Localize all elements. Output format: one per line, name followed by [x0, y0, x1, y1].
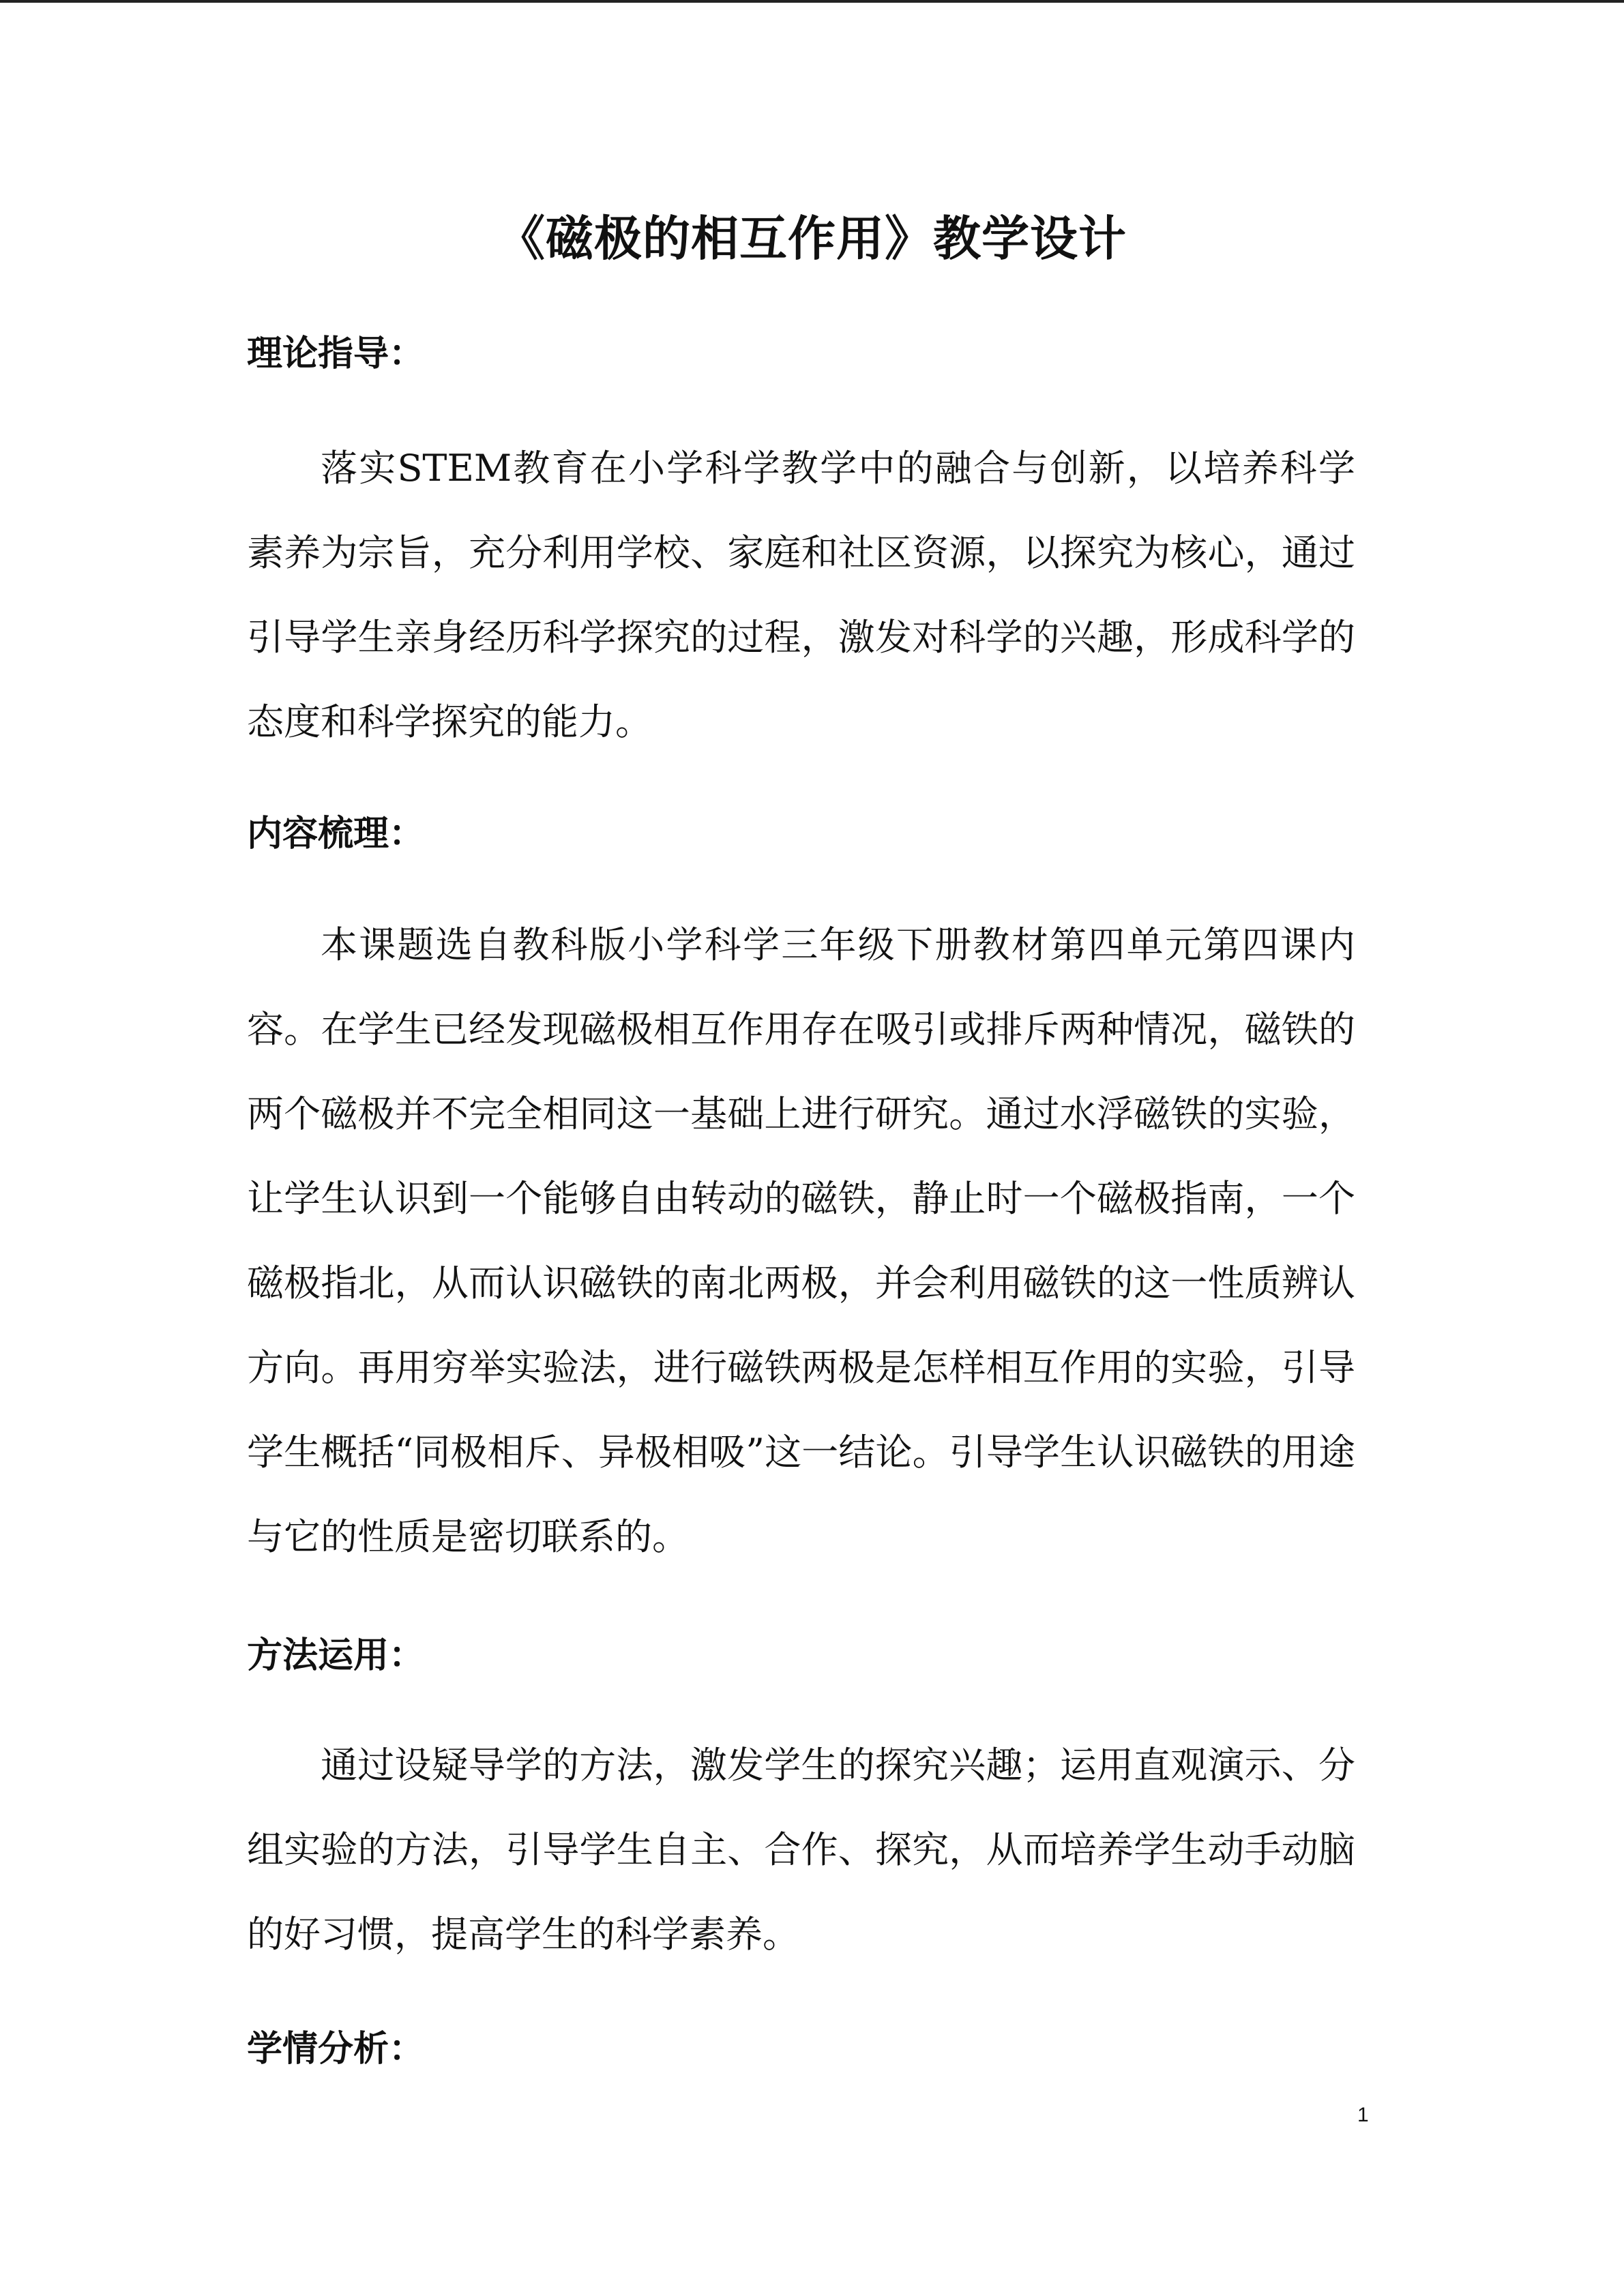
- document-title: 《磁极的相互作用》教学设计: [497, 210, 1127, 267]
- section-heading-theory: 理论指导：: [247, 333, 425, 374]
- section-paragraph-content: 本课题选自教科版小学科学三年级下册教材第四单元第四课内容。在学生已经发现磁极相互作用存在吸引或排斥两种情况，磁铁的两个磁极并不完全相同这一基础上进行研究。通过水浮磁铁的实验，让学生认识到一个能够自由转动的磁铁，静止时一个磁极指南，一个磁极指北，从而认识磁铁的南北两极，并会利用磁铁的这一性质辨认方向。再用穷举实验法，进行磁铁两极是怎样相互作用的实验，引导学生概括“同极相斥、异极相吸”这一结论。引导学生认识磁铁的用途与它的性质是密切联系的。: [247, 923, 1355, 1558]
- section-paragraph-theory: 落实STEM教育在小学科学教学中的融合与创新，以培养科学素养为宗旨，充分利用学校、家庭和社区资源，以探究为核心，通过引导学生亲身经历科学探究的过程，激发对科学的兴趣，形成科学的态度和科学探究的能力。: [247, 447, 1355, 743]
- section-paragraph-method: 通过设疑导学的方法，激发学生的探究兴趣；运用直观演示、分组实验的方法，引导学生自主、合作、探究，从而培养学生动手动脑的好习惯，提高学生的科学素养。: [247, 1744, 1355, 1956]
- page-number: 1: [1357, 2104, 1369, 2126]
- section-heading-method: 方法运用：: [247, 1635, 425, 1676]
- section-heading-learner-analysis: 学情分析：: [247, 2028, 425, 2070]
- section-heading-content: 内容梳理：: [247, 813, 425, 854]
